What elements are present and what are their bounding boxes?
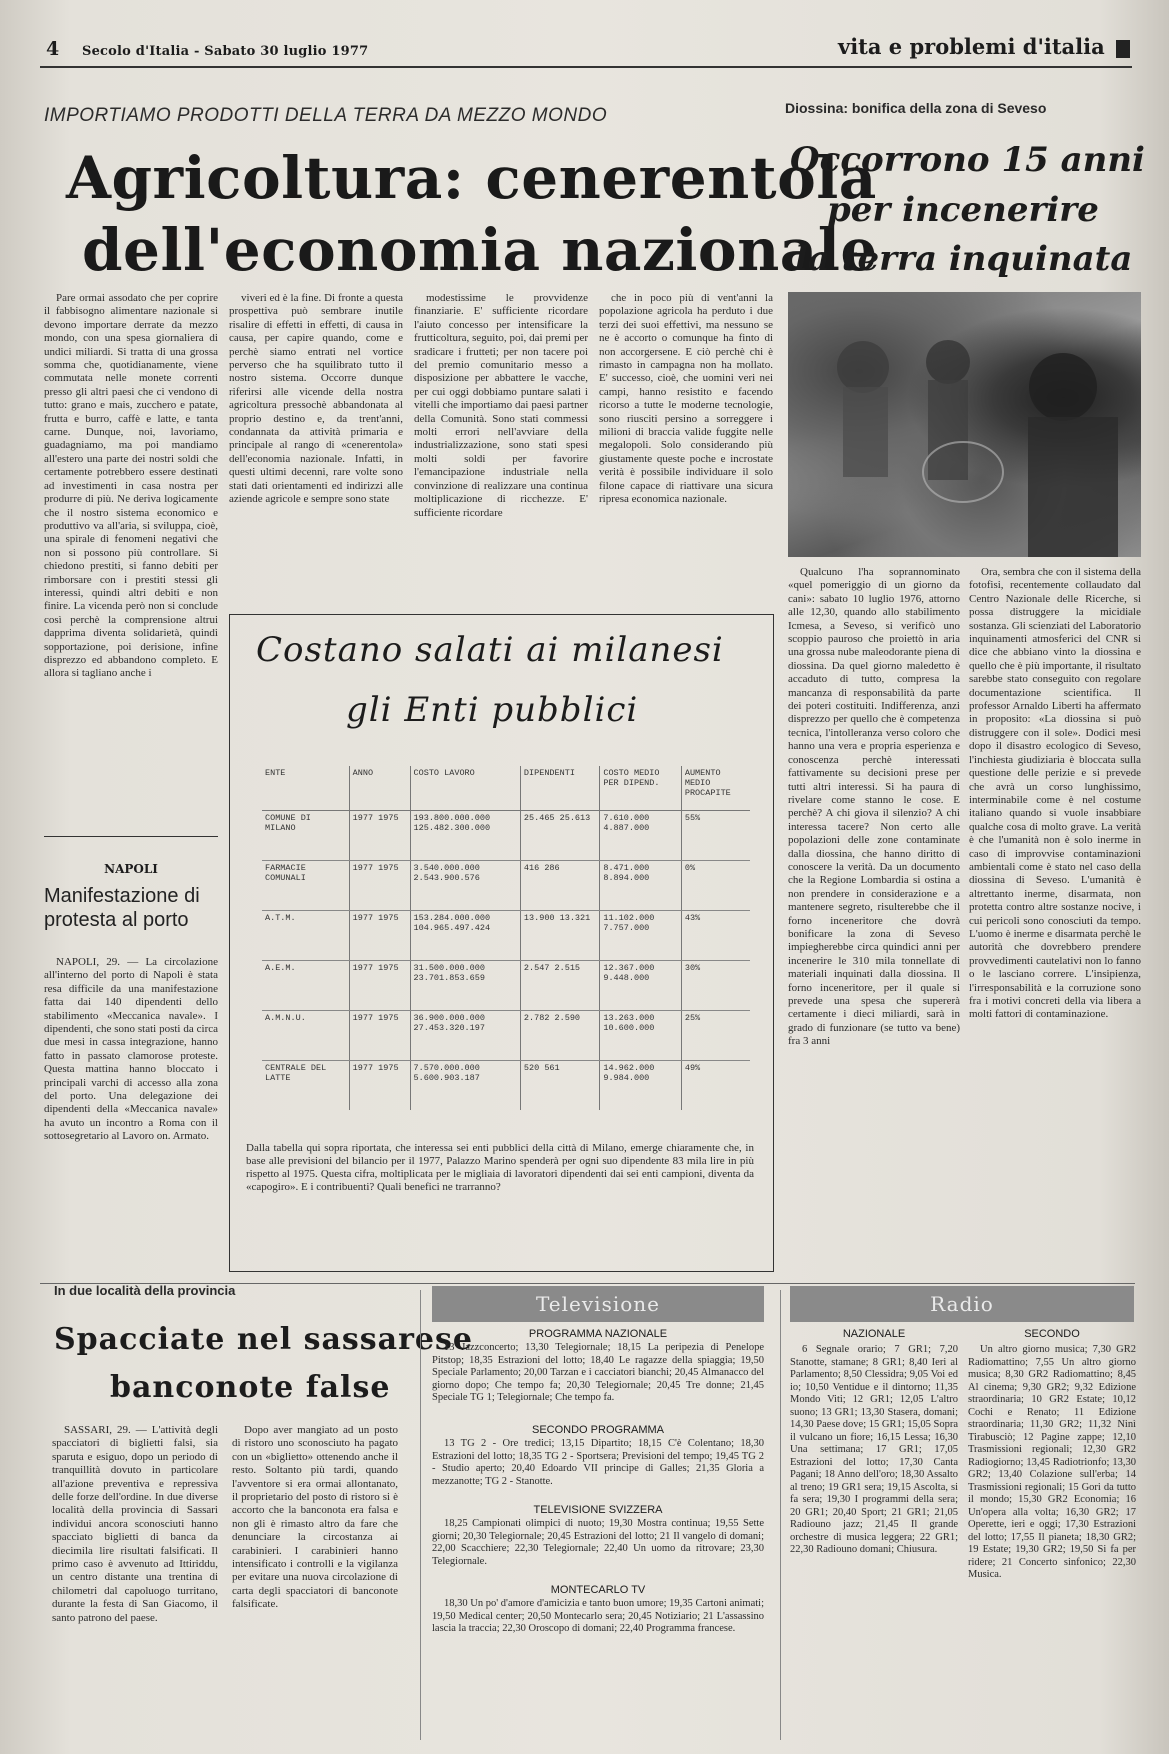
table-cell-dipendenti: 25.465 25.613: [520, 811, 599, 861]
enti-caption: [246, 1142, 754, 1260]
main-article-column-2: [229, 292, 403, 610]
radio-secondo-text: Un altro giorno musica; 7,30 GR2 Radiomattino; 7,55 Un altro giorno musica; 8,30 GR2 Radiomattino; 8,45 Al cinema; 9,30 GR2; 9,32 Edizione straordinaria; 10 GR2 Estate; 10,12 Cochi e Renato; 11 Edizione straordinaria; 11,30 GR2; 11,32 Ninì Tirabusciò; 12 Pagine zappe; 12,10 Trasmissioni regionali; 12,30 GR2 Radiogiorno; 13,45 Radiotrionfo; 13,30 GR2; 13,40 Colazione sull'erba; 14 Trasmissioni regionali; 15 Gori da tutto il mondo; 15,30 GR2 Economia; 16 Un'opera alla volta; 16,30 GR2; 17 Operette, ieri e oggi; 17,30 Estrazioni del lotto; 17,55 Il pianeta; 18,30 GR2; 19 Estate; 19,30 GR2; 19,50 Si fa per ridere; 21 Concerto sinfonico; 22,30 Musica.: [968, 1344, 1136, 1580]
table-cell-ente: FARMACIE COMUNALI: [262, 861, 349, 911]
tv-rete2-listing: [432, 1438, 764, 1500]
tv-montecarlo-text: 18,30 Un po' d'amore d'amicizia e tanto buon umore; 19,35 Cartoni animati; 19,50 Medical center; 20,50 Montecarlo sera; 20,45 Notiziario; 21 L'assassino lascia la traccia; 22,30 Oroscopo di domani; 22,40 Programma francese.: [432, 1598, 764, 1634]
table-cell-aumento: 43%: [681, 911, 750, 961]
seveso-text-1: Qualcuno l'ha soprannominato «quel pomeriggio di un giorno da cani»: sabato 10 luglio 1976, attorno alle 12,30, quando allo stabilimento Icmesa, a Seveso, si verificò uno scoppio pauroso che proiettò in aria una grossa nube maleodorante piena di diossina. Da quel giorno maledetto è accaduto di tutto, compresa la mancanza di responsabilità da parte dei poteri costituiti. Indifferenza, anzi disprezzo per quello che è competenza tecnica, l'intolleranza verso coloro che hanno una vera e propria esperienza e conoscenza perchè interessati fattivamente su decisioni prese per tutti altri interessi. Si ha paura di rivelare come stanno le cose. E perchè? A chi giova il silenzio? A chi interessa tacere? Non certo alle popolazioni delle zone contaminate dalla diossina, che hanno diritto di conoscere la verità. Da un documento che la Regione Lombardia si ostina a non prendere in considerazione e a mantenere segreto, risulterebbe che il forno inceneritore che dovrà bonificare la zona di Seveso impiegherebbe circa quindici anni per incenerire le 310 mila tonnellate di materiali inquinati dalla diossina. Il forno inceneritore, per il quale si prevede una spesa che supererà certamente i dieci miliardi, sarà in grado di funzionare (se tutto va bene) fra 3 anni: [788, 566, 960, 1048]
table-cell-costo: 7.570.000.000 5.600.903.187: [410, 1061, 520, 1111]
table-row: [262, 811, 750, 861]
table-cell-ente: CENTRALE DEL LATTE: [265, 1063, 327, 1083]
table-cell-medio: 13.263.000 10.600.000: [600, 1011, 682, 1061]
table-header-costo-lavoro: COSTO LAVORO: [410, 766, 520, 811]
table-header-ente: ENTE: [262, 766, 349, 811]
table-cell-dipendenti: 2.782 2.590: [520, 1011, 599, 1061]
table-cell-ente: A.M.N.U.: [262, 1011, 349, 1061]
seveso-headline-line2: per incenerire: [827, 190, 1099, 230]
seveso-photo-image: [788, 292, 1141, 557]
napoli-rule: [44, 836, 218, 837]
main-article-column-4: [599, 292, 773, 610]
table-cell-ente: COMUNE DI MILANO: [262, 811, 349, 861]
table-cell-aumento: 30%: [681, 961, 750, 1011]
main-kicker: IMPORTIAMO PRODOTTI DELLA TERRA DA MEZZO MONDO: [44, 105, 608, 126]
paper-date-line: Secolo d'Italia - Sabato 30 luglio 1977: [82, 44, 369, 59]
sassari-column-2: [232, 1424, 398, 1740]
table-cell-medio: 12.367.000 9.448.000: [600, 961, 682, 1011]
seveso-kicker: Diossina: bonifica della zona di Seveso: [785, 100, 1047, 116]
table-cell-medio: 8.471.000 8.894.000: [600, 861, 682, 911]
table-cell-anno: 1977 1975: [349, 961, 410, 1011]
page-number: 4: [46, 38, 60, 60]
table-cell-costo: 3.540.000.000 2.543.900.576: [410, 861, 520, 911]
photo-figures-icon: [788, 292, 1141, 557]
radio-nazionale-listing: [790, 1344, 958, 1740]
table-cell-anno: 1977 1975: [349, 1061, 410, 1111]
main-article-column-1: [44, 292, 218, 822]
sassari-text-1: SASSARI, 29. — L'attività degli spacciatori di biglietti falsi, sia sparuta e esiguo, dopo un periodo di tranquillità dovuto in particolare all'azione preventiva e repressiva delle forze dell'ordine. In due diverse località della provincia di Sassari individui ancora sconosciuti hanno spacciato biglietti di banca da diecimila lire risultati falsificati. Il primo caso è avvenuto ad Ittiriddu, un centro distante una trentina di chilometri dal capoluogo turritano, durante la festa di San Giacomo, il santo patrono del paese.: [52, 1424, 218, 1624]
main-article-text-2: viveri ed è la fine. Di fronte a questa prospettiva può sembrare inutile risalire di effetti in effetti, di causa in causa, per capire quando, come e perchè siamo entrati nel vortice perverso che ha squilibrato tutto il nostro sistema. Occorre dunque riferirsi alle vicende della nostra agricoltura pressochè abbandonata al proprio destino e, da trent'anni, condannata da attività primaria e principale al rango di «cenerentola» dell'economia nazionale. Infatti, in questi ultimi decenni, rare volte sono stati dati orientamenti ed indirizzi alle aziende agricole e sempre sono state: [229, 292, 403, 506]
sassari-column-1: [52, 1424, 218, 1740]
section-title: vita e problemi d'italia: [838, 34, 1105, 59]
sassari-kicker: In due località della provincia: [54, 1283, 236, 1298]
napoli-headline: Manifestazione di protesta al porto: [44, 885, 200, 931]
table-cell-anno: 1977 1975: [349, 1011, 410, 1061]
table-header-costo-medio: COSTO MEDIO PER DIPEND.: [600, 766, 682, 811]
table-cell-medio: 7.610.000 4.887.000: [600, 811, 682, 861]
table-cell-ente: A.E.M.: [262, 961, 349, 1011]
table-cell-dipendenti: 520 561: [520, 1061, 599, 1111]
table-cell-costo: 36.900.000.000 27.453.320.197: [410, 1011, 520, 1061]
enti-caption-text: Dalla tabella qui sopra riportata, che interessa sei enti pubblici della città di Milano, emerge chiaramente che, in base alle previsioni del bilancio per il 1977, Palazzo Marino spenderà per ogni suo dipendente 83 mila lire in più rispetto al 1975. Questa cifra, moltiplicata per le migliaia di lavoratori dipendenti dai sei enti campioni, diventa da «capogiro». E i contribuenti? Quali benefici ne trarranno?: [246, 1142, 754, 1193]
table-row: [262, 1011, 750, 1061]
table-cell-aumento: 49%: [681, 1061, 750, 1111]
radio-nazionale-text: 6 Segnale orario; 7 GR1; 7,20 Stanotte, stamane; 8 GR1; 8,40 Ieri al Parlamento; 8,50 Clessidra; 9,05 Voi ed io; 10,50 Ventidue e il dintorno; 11,35 Mondo Viti; 12 GR1; 12,05 L'altro suono; 13 GR1; 13,30 Stasera, domani; 14,30 Paese dove; 15 GR1; 15,05 Sopra il vulcano un fiore; 16,15 Lessa; 16,30 Una settimana; 17 GR1; 17,05 Estrazioni del lotto; 17,30 Canta Pagani; 18 Anno dell'oro; 18,30 Assalto al treno; 19 GR1 sera; 19,15 Ascolta, si fa sera; 19,30 I programmi della sera; 20 GR1; 20,40 Sport; 21 GR1; 21,05 Radiouno jazz; 21,45 Il grande orchestre di musica leggera; 22 GR1; 22,30 Radiouno domani; Chiusura.: [790, 1344, 958, 1555]
tv-svizzera-text: 18,25 Campionati olimpici di nuoto; 19,30 Mostra continua; 19,55 Sette giorni; 20,30 Telegiornale; 20,45 Estrazioni del lotto; 21 Il vangelo di domani; 22,00 Scacchiere; 22,30 Telegiornale; 22,40 Un uomo da ritrovare; 23,30 Telegiornale.: [432, 1518, 764, 1567]
table-cell-costo: 153.284.000.000 104.965.497.424: [410, 911, 520, 961]
table-row: [262, 911, 750, 961]
table-row: [262, 1061, 750, 1111]
table-header-anno: ANNO: [349, 766, 410, 811]
tv-rete1-title: PROGRAMMA NAZIONALE: [528, 1328, 668, 1340]
main-article-text-4: che in poco più di vent'anni la popolazione agricola ha perduto i due terzi dei suoi effettivi, ma nessuno se ne è accorto o comunque ha finto di non accorgersene. E ciò perchè chi è rimasto in campagna non ha mollato. E' successo, cioè, che uomini veri nei campi, hanno resistito e facendo ricorso a tutte le moderne tecnologie, sono riusciti persino a sorreggere i milioni di braccia valide fuggite nelle megalopoli. Solo considerando più giustamente queste poche e incrostate verità è possibile individuare il solo filone capace di riattivare una sicura ripresa economica nazionale.: [599, 292, 773, 506]
seveso-column-1: [788, 566, 960, 1276]
main-headline-line1: Agricoltura: cenerentola: [66, 144, 877, 212]
enti-table-container: [262, 766, 750, 1110]
table-cell-anno: 1977 1975: [349, 911, 410, 961]
radio-banner: Radio: [790, 1286, 1134, 1322]
main-article-text-3: modestissime le provvidenze finanziarie. E' sufficiente ricordare l'aiuto concesso per intensificare la frutticoltura, seguito, poi, dai premi per sradicare i frutteti; per non tacere poi del premio comunitario messo a disposizione per abbattere le vacche, per cui oggi dobbiamo puntare salati i vitelli che importiamo dai paesi partner della Comunità. Sono stati commessi molti errori nell'avviare della industrializzazione, sono stati spesi molti soldi per favorire l'emancipazione industriale nella convinzione di realizzare una continua moltiplicazione di ricchezze. E' sufficiente ricordare: [414, 292, 588, 519]
tv-svizzera-title: TELEVISIONE SVIZZERA: [533, 1504, 663, 1516]
sassari-headline-line1: Spacciate nel sassarese: [54, 1322, 473, 1357]
table-cell-medio: 14.962.000 9.984.000: [600, 1061, 682, 1111]
radio-secondo-listing: [968, 1344, 1136, 1740]
seveso-text-2: Ora, sembra che con il sistema della fotofisi, recentemente collaudato dal Centro Nazionale delle Ricerche, si possa distruggere la micidiale sostanza. Gli scienziati del Laboratorio inquinamenti atmosferici del CNR si dice che abbiano vinto la diossina e quello che è più importante, il risultato sarebbe stato conseguito con regolare documentazione scientifica. Il professor Arnaldo Liberti ha affermato in proposito: «La diossina si può distruggere con il sole». Dodici mesi dopo il disastro ecologico di Seveso, l'inchiesta giudiziaria è bloccata sulla questione delle perizie e si prevede che avrà un corso lunghissimo, interminabile come è nel costume italiano quando si vuole insabbiare qualche cosa di molto grave. La verità è che l'umanità non è solo inerme in caso di improvvise contaminazioni ambientali come è stato nel caso della diossina di Seveso. L'umanità è altrettanto inerme, disarmata, non protetta contro altre sostanze nocive, i cui pericoli sono conosciuti da tempo. L'uomo è inerme e disarmata perchè le autorità che dovrebbero prendere provvedimenti cautelativi non lo fanno o le lasciano correre. L'insipienza, l'irresponsabilità e la corruzione sono fra i motivi concreti della via libera a molti fattori di contaminazione.: [969, 566, 1141, 1021]
table-cell-anno: 1977 1975: [349, 811, 410, 861]
table-cell-dipendenti: 416 286: [520, 861, 599, 911]
table-header-dipendenti: DIPENDENTI: [520, 766, 599, 811]
napoli-column: [44, 956, 218, 1276]
section-mark-icon: [1116, 40, 1130, 58]
enti-headline-line2: gli Enti pubblici: [346, 690, 639, 730]
sassari-headline-line2: banconote false: [110, 1370, 391, 1405]
napoli-dateline: NAPOLI: [104, 862, 158, 876]
table-cell-dipendenti: 13.900 13.321: [520, 911, 599, 961]
tv-rete1-text: 13 Jazzconcerto; 13,30 Telegiornale; 18,15 La peripezia di Penelope Pitstop; 18,35 Estrazioni del lotto; 18,40 Le ragazze della spiaggia; 19,50 Speciale Parlamento; 20,00 Tarzan e i cacciatori bianchi; 20,45 Almanacco del giorno dopo; Che tempo fa; 20,30 Telegiornale; 20,45 Tre donne; 21,45 Speciale TG 1; Telegiornale; Che tempo fa.: [432, 1342, 764, 1403]
radio-secondo-title: SECONDO: [1024, 1328, 1080, 1340]
table-cell-aumento: 0%: [681, 861, 750, 911]
tv-montecarlo-title: MONTECARLO TV: [550, 1584, 646, 1596]
enti-headline-line1: Costano salati ai milanesi: [256, 630, 724, 670]
sassari-text-2: Dopo aver mangiato ad un posto di ristoro uno sconosciuto ha pagato con un «biglietto» ottenendo anche il resto. Soltanto più tardi, quando l'avventore si era ormai allontanato, il proprietario del posto di ristoro si è accorto che la banconota era falsa e non gli è rimasto altro da fare che denunciare la circostanza ai carabinieri. I carabinieri hanno intensificato i controlli e la vigilanza per evitare una nuova circolazione di carta degli spacciatori di banconote falsificate.: [232, 1424, 398, 1611]
seveso-headline-line3: la terra inquinata: [795, 239, 1133, 279]
tv-rete2-title: SECONDO PROGRAMMA: [531, 1424, 664, 1436]
tv-rete1-listing: [432, 1342, 764, 1422]
table-header-aumento: AUMENTO MEDIO PROCAPITE: [681, 766, 750, 811]
table-cell-costo: 31.500.000.000 23.701.853.659: [410, 961, 520, 1011]
table-header-row: [262, 766, 750, 811]
table-cell-aumento: 55%: [681, 811, 750, 861]
tv-banner: Televisione: [432, 1286, 764, 1322]
main-headline-line2: dell'economia nazionale: [82, 216, 878, 284]
table-row: [262, 961, 750, 1011]
main-article-text-1: Pare ormai assodato che per coprire il fabbisogno alimentare nazionale si devono importare derrate da mezzo mondo, con una spesa giornaliera di undici miliardi. Si tratta di una grossa somma che, quotidianamente, viene commutata nelle monete correnti presso gli altri paesi che ci vendono di tutto: grano e mais, zucchero e patate, frutta e burro, caffè e latte, e tanta carne. Dunque, noi, lavoriamo, guadagniamo, ma poi mandiamo all'estero una parte dei nostri soldi che certamente potrebbero essere destinati ad investimenti in casa nostra per produrre di più. Ne deriva logicamente che il nostro sistema economico e produttivo va all'aria, si sviluppa, cioè, una spirale di fenomeni negativi che non si possono più controllare. Si chiedono prestiti, si fanno debiti per rimborsare con i prestiti stessi gli interessi, quindi altri debiti e non finire. La vicenda però non si conclude così perchè la comprensione altrui dapprima diventa solidarietà, quindi sopportazione, poi derisione, infine disprezzo ed abbandono completo. E allora si tagliano anche i: [44, 292, 218, 680]
table-cell-costo: 193.800.000.000 125.482.300.000: [410, 811, 520, 861]
masthead-rule: [40, 66, 1132, 68]
radio-nazionale-title: NAZIONALE: [842, 1328, 906, 1340]
table-cell-aumento: 25%: [681, 1011, 750, 1061]
tv-rete2-text: 13 TG 2 - Ore tredici; 13,15 Dipartito; 18,15 C'è Colentano; 18,30 Estrazioni del lotto; 18,35 TG 2 - Sportsera; Previsioni del tempo; 19,45 TG 2 - Studio aperto; 20,40 Edoardo VII principe di Galles; 21,35 Gloria a mezzanotte; TG 2 - Stanotte.: [432, 1438, 764, 1487]
table-cell-ente: A.T.M.: [262, 911, 349, 961]
tv-montecarlo-listing: [432, 1598, 764, 1660]
seveso-column-2: [969, 566, 1141, 1276]
table-cell-dipendenti: 2.547 2.515: [520, 961, 599, 1011]
seveso-headline-line1: Occorrono 15 anni: [790, 140, 1145, 180]
main-article-column-3: [414, 292, 588, 610]
tv-svizzera-listing: [432, 1518, 764, 1580]
table-row: [262, 861, 750, 911]
table-cell-medio: 11.102.000 7.757.000: [600, 911, 682, 961]
napoli-text: NAPOLI, 29. — La circolazione all'interno del porto di Napoli è stata resa difficile da una manifestazione fatta dai 140 dipendenti dello stabilimento «Meccanica navale». I dipendenti, che sono stati posti da circa due mesi in cassa integrazione, hanno fatto in passato clamorose proteste. Questa mattina hanno bloccato i principali varchi di accesso alla zona del porto. Una delegazione dei dipendenti della «Meccanica navale» ha avuto un incontro a Roma con il sottosegretario al Lavoro on. Armato.: [44, 956, 218, 1143]
table-cell-anno: 1977 1975: [349, 861, 410, 911]
enti-table: [262, 766, 750, 1110]
